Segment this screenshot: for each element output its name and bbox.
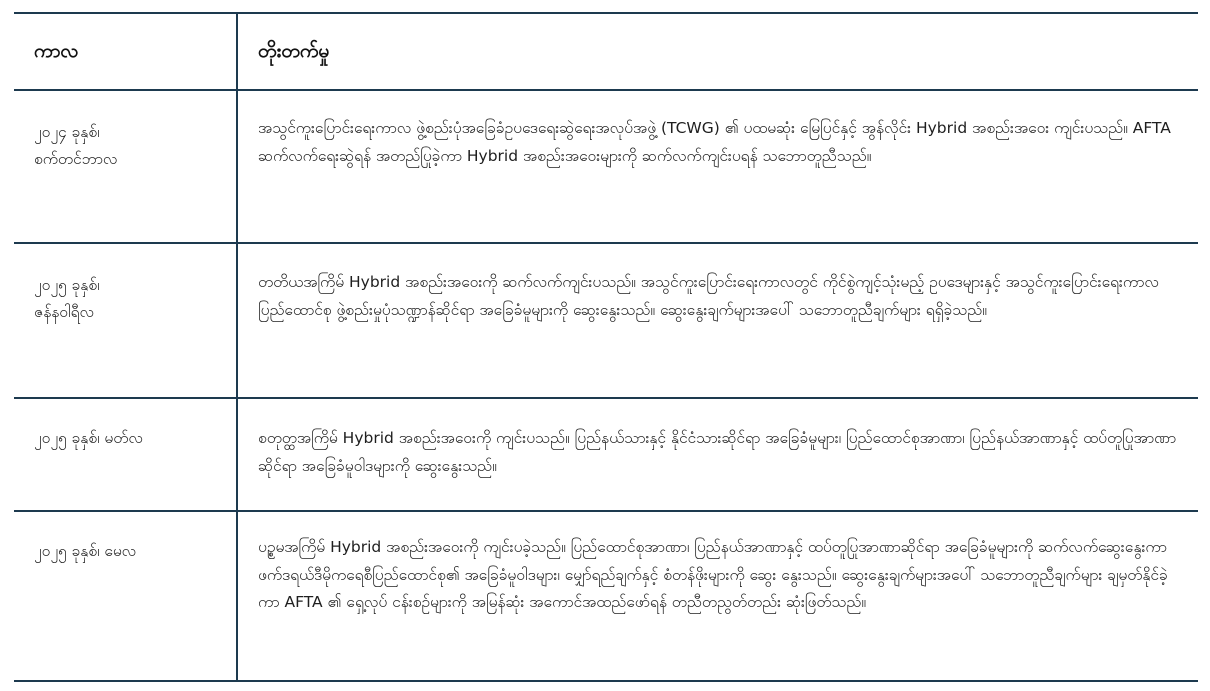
header-divider [14, 89, 1198, 91]
row-divider [14, 397, 1198, 399]
table-top-border [14, 12, 1198, 14]
row-4-detail: ပဉ္စမအကြိမ် Hybrid အစည်းအဝေးကို ကျင်းပခဲ့သည်။ ပြည်ထောင်စုအာဏာ၊ ပြည်နယ်အာဏာနှင့် ထပ်တူပြုအာဏာဆိုင်ရာ အခြေခံမူများကို ဆက်လက်ဆွေးနွေးကာ ဖက်ဒရယ်ဒီမိုကရေစီပြည်ထောင်စု၏ အခြေခံမူဝါဒများ၊ မျှော်ရည်ချက်နှင့် စံတန်ဖိုးများကို ဆွေး နွေးသည်။ ဆွေးနွေးချက်များအပေါ် သဘောတူညီချက်များ ချမှတ်နိုင်ခဲ့ကာ AFTA ၏ ရှေ့လုပ် ငန်းစဉ်များကို အမြန်ဆုံး အကောင်အထည်ဖော်ရန် တညီတညွတ်တည်း ဆုံးဖြတ်သည်။ [258, 538, 1168, 611]
column-divider [236, 12, 238, 682]
row-1-period: ၂၀၂၄ ခုနှစ်၊ စက်တင်ဘာလ [34, 123, 118, 168]
row-divider [14, 510, 1198, 512]
row-1-detail: အသွင်ကူးပြောင်းရေးကာလ ဖွဲ့စည်းပုံအခြေခံဥပဒေရေးဆွဲရေးအလုပ်အဖွဲ့ (TCWG) ၏ ပထမဆုံး မြေပြင်နှင့် အွန်လိုင်း Hybrid အစည်းအဝေး ကျင်းပသည်။ AFTA ဆက်လက်ရေးဆွဲရန် အတည်ပြုခဲ့ကာ Hybrid အစည်းအဝေးများကို ဆက်လက်ကျင်းပရန် သဘောတူညီသည်။ [258, 119, 1171, 165]
row-3-detail: စတုတ္ထအကြိမ် Hybrid အစည်းအဝေးကို ကျင်းပသည်။ ပြည်နယ်သားနှင့် နိုင်ငံသားဆိုင်ရာ အခြေခံမူများ၊ ပြည်ထောင်စုအာဏာ၊ ပြည်နယ်အာဏာနှင့် ထပ်တူပြုအာဏာဆိုင်ရာ အခြေခံမူဝါဒများကို ဆွေးနွေးသည်။ [258, 429, 1177, 475]
header-progress: တိုးတက်မှု [258, 40, 330, 62]
row-divider [14, 242, 1198, 244]
progress-table [14, 12, 1198, 682]
row-2-period: ၂၀၂၅ ခုနှစ်၊ ဇန်နဝါရီလ [34, 276, 100, 321]
row-2-detail: တတိယအကြိမ် Hybrid အစည်းအဝေးကို ဆက်လက်ကျင်းပသည်။ အသွင်ကူးပြောင်းရေးကာလတွင် ကိုင်စွဲကျင့်သုံးမည့် ဥပဒေများနှင့် အသွင်ကူးပြောင်းရေးကာလ ပြည်ထောင်စု ဖွဲ့စည်းမှုပုံသဏ္ဍာန်ဆိုင်ရာ အခြေခံမူများကို ဆွေးနွေးသည်။ ဆွေးနွေးချက်များအပေါ် သဘောတူညီချက်များ ရရှိခဲ့သည်။ [258, 273, 1159, 319]
row-4-period: ၂၀၂၅ ခုနှစ်၊ မေလ [34, 542, 137, 560]
table-bottom-border [14, 680, 1198, 682]
header-period: ကာလ [34, 40, 79, 62]
row-3-period: ၂၀၂၅ ခုနှစ်၊ မတ်လ [34, 429, 143, 447]
